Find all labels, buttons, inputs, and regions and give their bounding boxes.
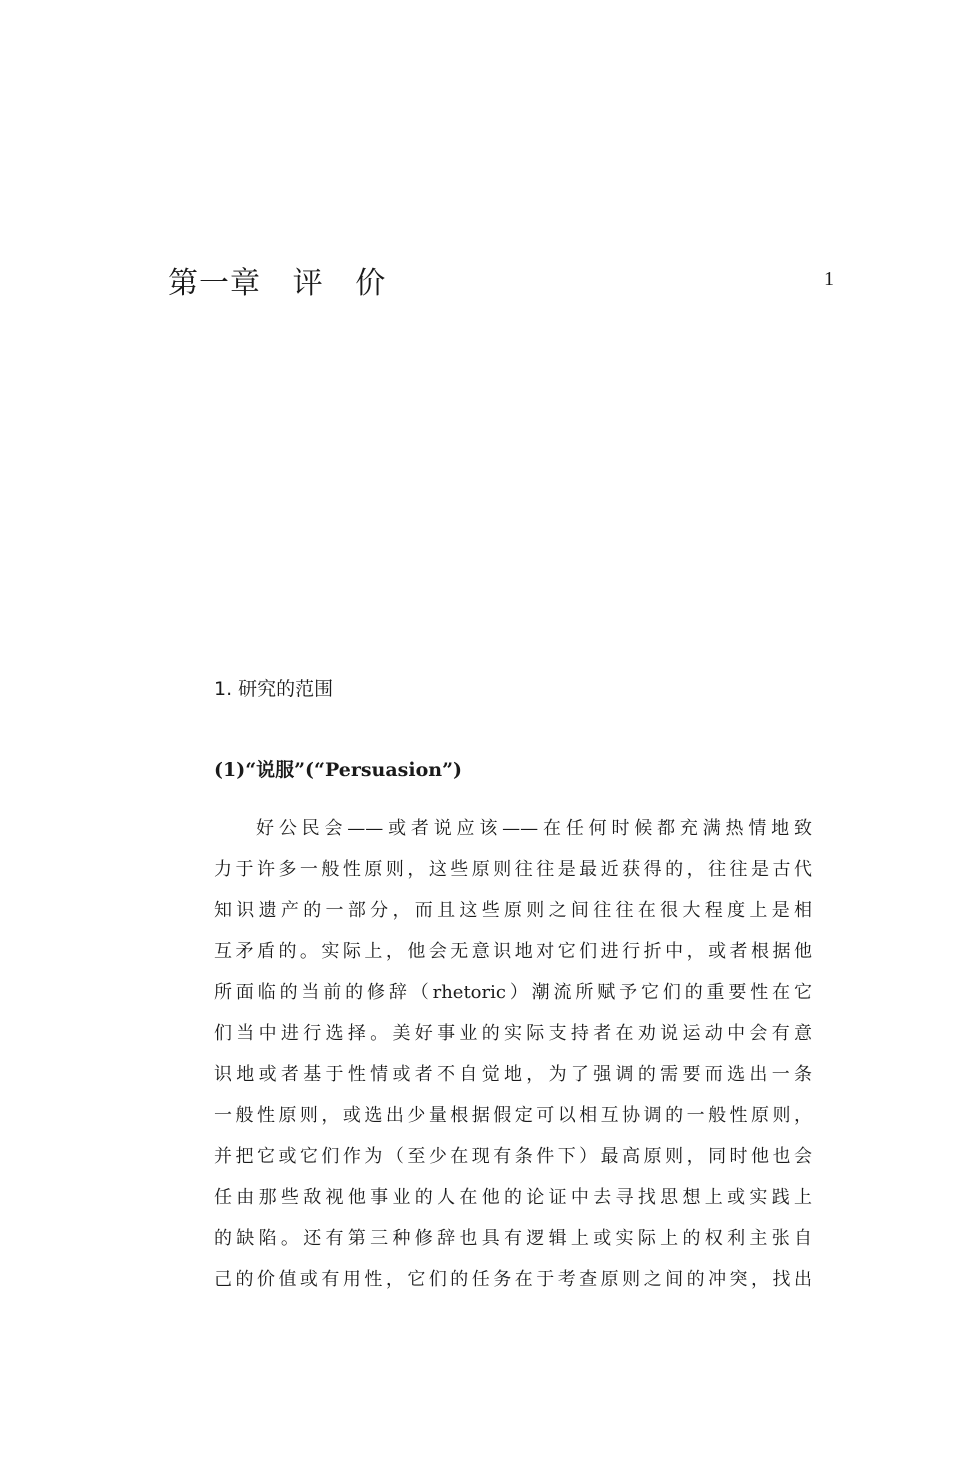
- body-line: 任由那些敌视他事业的人在他的论证中去寻找思想上或实践上: [214, 1187, 812, 1208]
- body-line: 并把它或它们作为（至少在现有条件下）最高原则，同时他也会: [214, 1146, 812, 1167]
- chapter-title: 第一章 评 价: [168, 266, 387, 301]
- body-line: 的缺陷。还有第三种修辞也具有逻辑上或实际上的权利主张自: [214, 1228, 812, 1249]
- body-line: 知识遗产的一部分，而且这些原则之间往往在很大程度上是相: [214, 900, 812, 921]
- page-number: 1: [824, 268, 834, 290]
- body-paragraph: [214, 808, 812, 1300]
- body-line: 力于许多一般性原则，这些原则往往是最近获得的，往往是古代: [214, 859, 812, 880]
- subsection-heading: (1)“说服”(“Persuasion”): [214, 759, 462, 781]
- body-line: 一般性原则，或选出少量根据假定可以相互协调的一般性原则，: [214, 1105, 812, 1126]
- body-line: 们当中进行选择。美好事业的实际支持者在劝说运动中会有意: [214, 1023, 812, 1044]
- body-line: 己的价值或有用性，它们的任务在于考查原则之间的冲突，找出: [214, 1269, 812, 1290]
- body-line: 所面临的当前的修辞（rhetoric）潮流所赋予它们的重要性在它: [214, 982, 812, 1003]
- body-line: 识地或者基于性情或者不自觉地，为了强调的需要而选出一条: [214, 1064, 812, 1085]
- body-line: 互矛盾的。实际上，他会无意识地对它们进行折中，或者根据他: [214, 941, 812, 962]
- section-heading: 1. 研究的范围: [214, 678, 334, 700]
- body-line: 好公民会——或者说应该——在任何时候都充满热情地致: [256, 818, 812, 839]
